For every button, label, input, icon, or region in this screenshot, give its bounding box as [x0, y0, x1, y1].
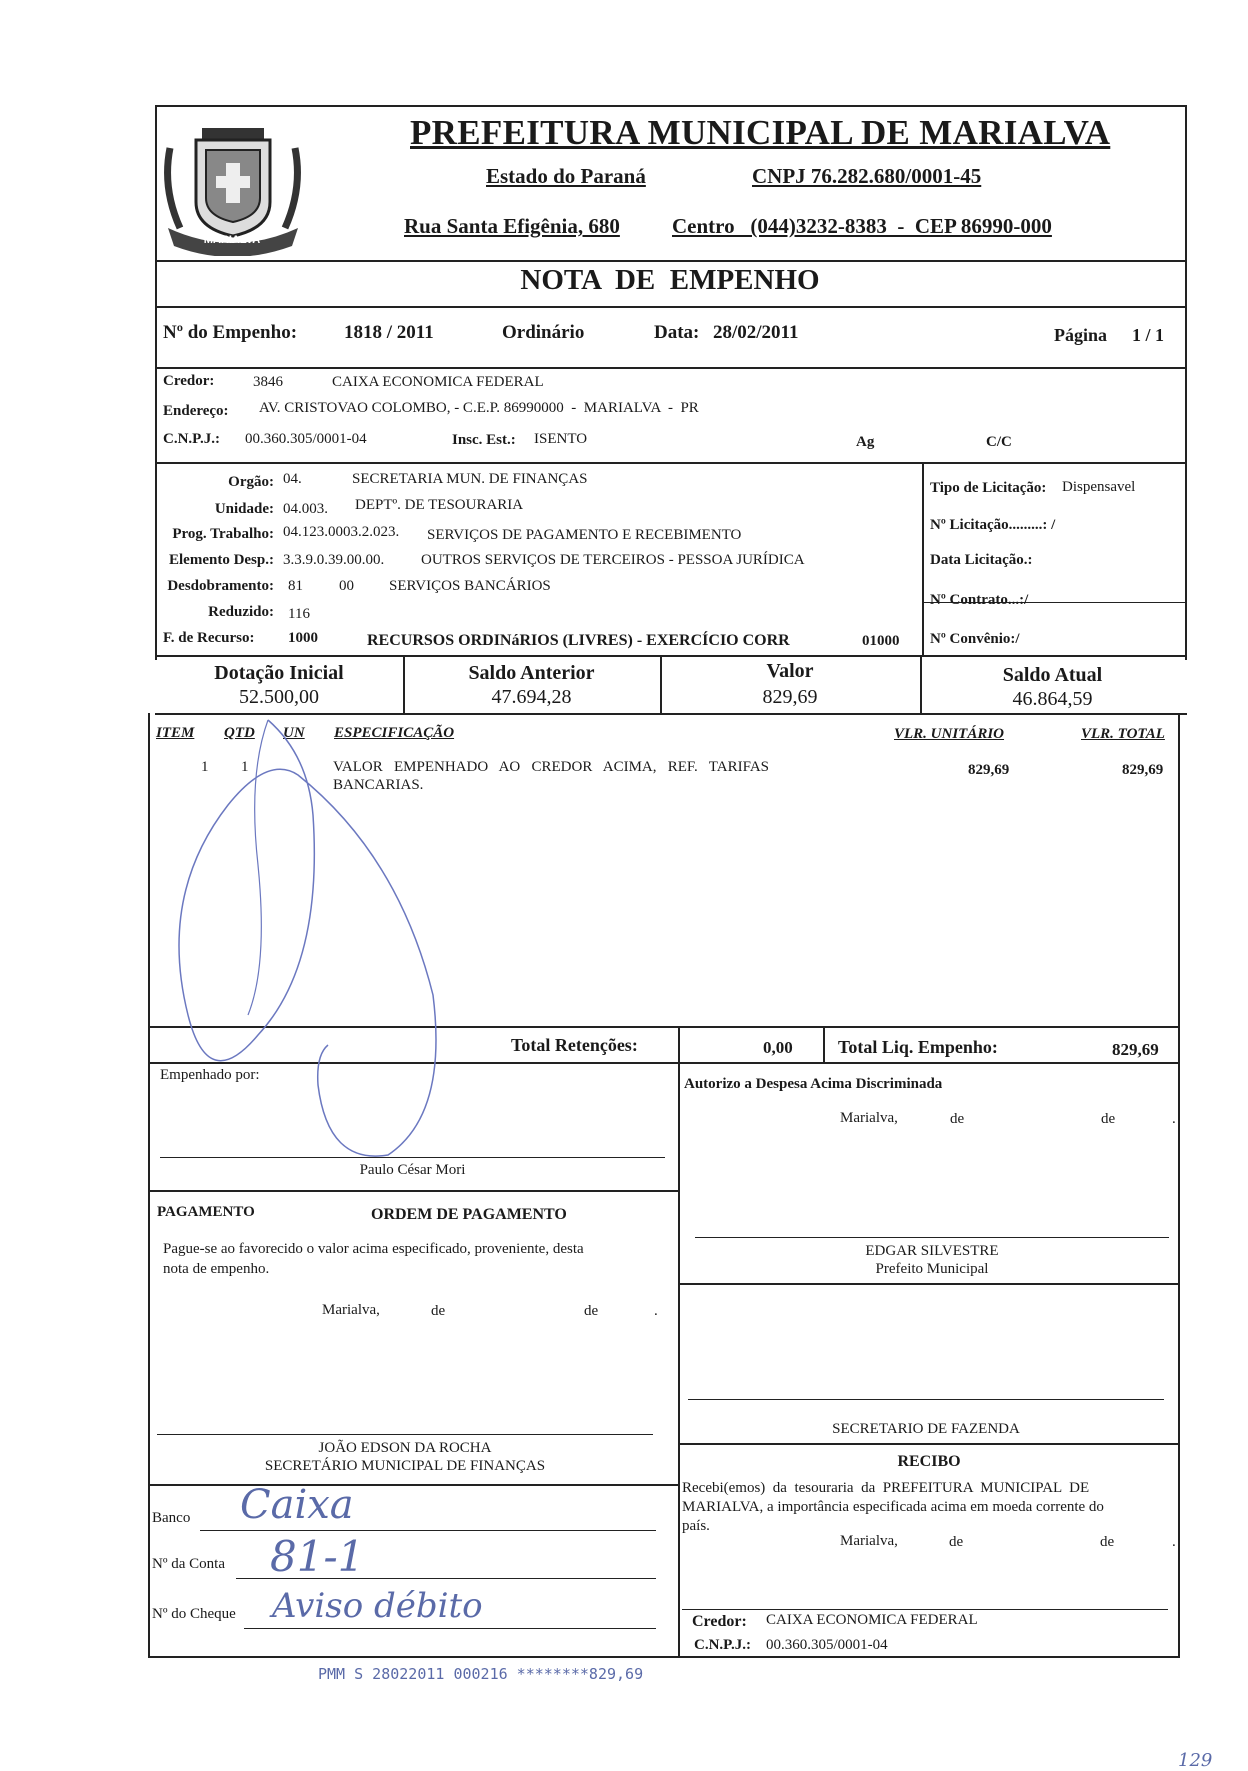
elem-code: 3.3.9.0.39.00.00. [283, 552, 385, 568]
recibo-cnpj: 00.360.305/0001-04 [766, 1637, 888, 1653]
payment-stamp: PMM S 28022011 000216 ********829,69 [318, 1665, 644, 1683]
pagamento-de2: de [584, 1303, 599, 1319]
recibo-text1: Recebi(emos) da tesouraria da PREFEITURA MUNICIPAL DE [682, 1480, 1090, 1496]
dotacao-inicial-label: Dotação Inicial [214, 662, 344, 684]
svg-text:MARIALVA: MARIALVA [203, 234, 261, 246]
total-liq-label: Total Liq. Empenho: [838, 1037, 998, 1057]
reduzido-label: Reduzido: [208, 604, 274, 620]
saldo-atual-label: Saldo Atual [1002, 664, 1103, 686]
desd-a: 81 [288, 578, 303, 594]
credor-insc: ISENTO [534, 431, 588, 447]
pagamento-label: PAGAMENTO [157, 1204, 255, 1220]
credor-code: 3846 [253, 374, 283, 390]
signature-scribble [148, 715, 448, 1165]
conta-label: Nº da Conta [152, 1556, 225, 1572]
recibo-place: Marialva, [840, 1533, 898, 1549]
cnpj-label: C.N.P.J.: [163, 431, 220, 447]
header-contact: Centro (044)3232-8383 - CEP 86990-000 [672, 214, 1052, 238]
recurso-code: 1000 [288, 630, 318, 646]
secretario-name: JOÃO EDSON DA ROCHA [318, 1440, 492, 1456]
saldo-anterior-value: 47.694,28 [491, 686, 572, 708]
pagamento-text2: nota de empenho. [163, 1261, 270, 1277]
valor-label: Valor [766, 660, 814, 682]
empenho-number: 1818 / 2011 [344, 322, 434, 343]
recibo-de1: de [949, 1534, 964, 1550]
credor-label: Credor: [163, 373, 215, 389]
saldo-atual-value: 46.864,59 [1012, 688, 1093, 710]
banco-label: Banco [152, 1510, 191, 1526]
empenhado-signer: Paulo César Mori [359, 1162, 466, 1178]
row-unit: 829,69 [968, 762, 1010, 778]
banco-handwriting: Caixa [240, 1482, 354, 1528]
municipal-seal [160, 108, 305, 256]
total-retencoes-value: 0,00 [763, 1038, 793, 1057]
unidade-code: 04.003. [283, 501, 328, 517]
desd-label: Desdobramento: [167, 578, 274, 594]
recurso-label: F. de Recurso: [163, 630, 255, 646]
col-total: VLR. TOTAL [1081, 726, 1165, 742]
prog-name: SERVIÇOS DE PAGAMENTO E RECEBIMENTO [427, 527, 742, 543]
desd-b: 00 [339, 578, 354, 594]
ag-label: Ag [856, 434, 875, 450]
dotacao-inicial-value: 52.500,00 [239, 686, 319, 708]
row-qtd: 1 [241, 759, 249, 775]
empenho-date: 28/02/2011 [713, 322, 799, 343]
elem-label: Elemento Desp.: [169, 552, 274, 568]
recibo-de2: de [1100, 1534, 1115, 1550]
col-qtd: QTD [224, 725, 255, 741]
credor-name: CAIXA ECONOMICA FEDERAL [332, 374, 544, 390]
recurso-name: RECURSOS ORDINáRIOS (LIVRES) - EXERCÍCIO CORR [367, 632, 790, 649]
cheque-handwriting: Aviso débito [272, 1586, 483, 1626]
secretario-fazenda: SECRETARIO DE FAZENDA [832, 1421, 1020, 1437]
num-contrato: Nº Contrato...:/ [930, 592, 1029, 608]
cheque-label: Nº do Cheque [152, 1606, 236, 1622]
saldo-anterior-label: Saldo Anterior [468, 662, 595, 684]
page-label: Página [1054, 325, 1108, 345]
data-licitacao: Data Licitação.: [930, 552, 1033, 568]
prog-code: 04.123.0003.2.023. [283, 524, 400, 540]
elem-name: OUTROS SERVIÇOS DE TERCEIROS - PESSOA JURÍDICA [421, 552, 805, 568]
orgao-label: Orgão: [228, 474, 274, 490]
autorizo-dot: . [1172, 1111, 1176, 1127]
ordem-pagamento: ORDEM DE PAGAMENTO [371, 1206, 567, 1223]
total-retencoes-label: Total Retenções: [511, 1035, 638, 1055]
orgao-name: SECRETARIA MUN. DE FINANÇAS [352, 471, 588, 487]
total-liq-value: 829,69 [1112, 1040, 1159, 1059]
doc-title: NOTA DE EMPENHO [520, 264, 820, 296]
insc-label: Insc. Est.: [452, 432, 516, 448]
pagamento-text1: Pague-se ao favorecido o valor acima especificado, proveniente, desta [163, 1241, 584, 1257]
tipo-licitacao-label: Tipo de Licitação: [930, 480, 1047, 496]
recibo-cnpj-label: C.N.P.J.: [694, 1637, 751, 1653]
cc-label: C/C [986, 434, 1012, 450]
col-item: ITEM [156, 725, 195, 741]
recibo-title: RECIBO [897, 1453, 961, 1470]
header-cnpj: CNPJ 76.282.680/0001-45 [752, 164, 982, 188]
empenho-type: Ordinário [502, 322, 585, 343]
row-total: 829,69 [1122, 762, 1164, 778]
prefeito-name: EDGAR SILVESTRE [865, 1243, 999, 1259]
page-number: 1 / 1 [1132, 325, 1165, 345]
pagamento-dot: . [654, 1303, 658, 1319]
endereco-label: Endereço: [163, 403, 229, 419]
state-label: Estado do Paraná [486, 164, 646, 188]
col-unit: VLR. UNITÁRIO [894, 726, 1005, 742]
num-convenio: Nº Convênio:/ [930, 631, 1020, 647]
autorizo-de2: de [1101, 1111, 1116, 1127]
autorizo-place: Marialva, [840, 1110, 898, 1126]
conta-handwriting: 81-1 [270, 1532, 365, 1581]
num-licitacao: Nº Licitação.........: / [930, 517, 1056, 533]
desd-name: SERVIÇOS BANCÁRIOS [389, 578, 551, 594]
col-un: UN [283, 725, 305, 741]
unidade-label: Unidade: [214, 501, 274, 517]
corner-note: 129 [1178, 1750, 1213, 1771]
row-spec-line1: VALOR EMPENHADO AO CREDOR ACIMA, REF. TARIFAS [333, 759, 769, 775]
tipo-licitacao-value: Dispensavel [1062, 479, 1136, 495]
recibo-dot: . [1172, 1534, 1176, 1550]
secretario-role: SECRETÁRIO MUNICIPAL DE FINANÇAS [264, 1458, 546, 1474]
autorizo-title: Autorizo a Despesa Acima Discriminada [684, 1076, 943, 1092]
recibo-text3: país. [682, 1518, 710, 1534]
prefeito-role: Prefeito Municipal [875, 1261, 989, 1277]
empenhado-label: Empenhado por: [160, 1067, 260, 1083]
row-spec-line2: BANCARIAS. [333, 777, 424, 793]
header-address: Rua Santa Efigênia, 680 [404, 214, 620, 238]
pagamento-place: Marialva, [322, 1302, 380, 1318]
valor-value: 829,69 [762, 686, 818, 708]
recibo-text2: MARIALVA, a importância especificada acima em moeda corrente do [682, 1499, 1104, 1515]
page-title: PREFEITURA MUNICIPAL DE MARIALVA [410, 113, 1111, 152]
recibo-credor-label: Credor: [692, 1613, 747, 1630]
orgao-code: 04. [283, 471, 302, 487]
empenho-date-label: Data: [654, 322, 700, 343]
autorizo-de1: de [950, 1111, 965, 1127]
reduzido-value: 116 [288, 606, 310, 622]
row-item: 1 [201, 759, 209, 775]
recibo-credor: CAIXA ECONOMICA FEDERAL [766, 1612, 978, 1628]
credor-endereco: AV. CRISTOVAO COLOMBO, - C.E.P. 86990000 - MARIALVA - PR [259, 400, 699, 416]
credor-cnpj: 00.360.305/0001-04 [245, 431, 367, 447]
recurso-num: 01000 [862, 633, 900, 649]
prog-label: Prog. Trabalho: [172, 526, 274, 542]
unidade-name: DEPTº. DE TESOURARIA [355, 497, 524, 513]
col-spec: ESPECIFICAÇÃO [334, 725, 455, 741]
pagamento-de1: de [431, 1303, 446, 1319]
empenho-label: Nº do Empenho: [163, 322, 298, 343]
